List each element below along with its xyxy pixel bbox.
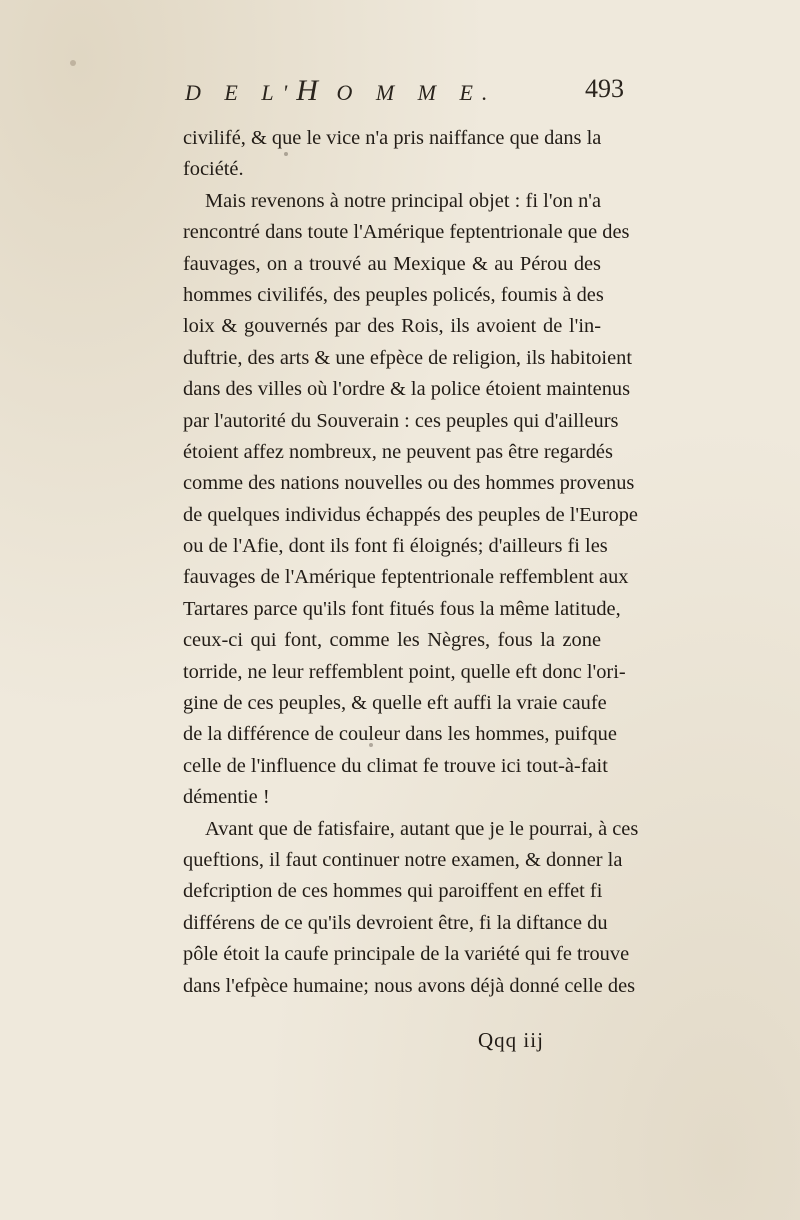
text-line: loix & gouvernés par des Rois, ils avoient de l'in- xyxy=(183,315,601,338)
text-line: pôle étoit la caufe principale de la variété qui fe trouve xyxy=(183,943,630,966)
text-line: hommes civilifés, des peuples policés, foumis à des xyxy=(183,283,604,306)
paper-speck xyxy=(70,60,76,66)
text-line: rencontré dans toute l'Amérique feptentrionale que des xyxy=(183,221,630,244)
text-line: par l'autorité du Souverain : ces peuples qui d'ailleurs xyxy=(183,409,619,432)
text-line: queftions, il faut continuer notre examen, & donner la xyxy=(183,848,623,871)
text-line: fociété. xyxy=(183,158,244,181)
text-line: duftrie, des arts & une efpèce de religion, ils habitoient xyxy=(183,346,633,369)
text-line: différens de ce qu'ils devroient être, fi la diftance du xyxy=(183,911,608,934)
text-line: celle de l'influence du climat fe trouve ici tout-à-fait xyxy=(183,754,608,777)
running-head-prefix: D E L' xyxy=(185,80,297,105)
text-line: fauvages, on a trouvé au Mexique & au Pérou des xyxy=(183,252,601,275)
text-line: torride, ne leur reffemblent point, quelle eft donc l'ori- xyxy=(183,660,626,683)
text-line: Mais revenons à notre principal objet : fi l'on n'a xyxy=(205,189,601,212)
body-text xyxy=(183,123,639,1002)
page-number: 493 xyxy=(585,74,624,103)
text-line: dans des villes où l'ordre & la police étoient maintenus xyxy=(183,378,631,401)
text-line: comme des nations nouvelles ou des hommes provenus xyxy=(183,472,635,495)
text-line: Avant que de fatisfaire, autant que je le pourrai, à ces xyxy=(205,817,639,840)
signature-mark: Qqq iij xyxy=(478,1028,544,1052)
text-line: fauvages de l'Amérique feptentrionale reffemblent aux xyxy=(183,566,629,589)
running-head-initial: H xyxy=(296,74,322,107)
text-line: démentie ! xyxy=(183,786,270,809)
text-line: ceux-ci qui font, comme les Nègres, fous la zone xyxy=(183,629,601,652)
text-line: gine de ces peuples, & quelle eft auffi la vraie caufe xyxy=(183,692,607,715)
text-line: ou de l'Afie, dont ils font fi éloignés; d'ailleurs fi les xyxy=(183,535,608,558)
text-line: de la différence de couleur dans les hommes, puifque xyxy=(183,723,617,746)
paper-speck xyxy=(369,743,373,747)
running-head-suffix: O M M E. xyxy=(321,80,497,105)
text-line: de quelques individus échappés des peuples de l'Europe xyxy=(183,503,638,526)
text-line: defcription de ces hommes qui paroiffent en effet fi xyxy=(183,880,603,903)
text-line: Tartares parce qu'ils font fitués fous la même latitude, xyxy=(183,597,621,620)
text-line: dans l'efpèce humaine; nous avons déjà donné celle des xyxy=(183,974,636,997)
text-line: étoient affez nombreux, ne peuvent pas être regardés xyxy=(183,440,613,463)
running-head xyxy=(185,74,605,108)
text-line: civilifé, & que le vice n'a pris naiffance que dans la xyxy=(183,127,602,149)
paper-speck xyxy=(284,152,288,156)
